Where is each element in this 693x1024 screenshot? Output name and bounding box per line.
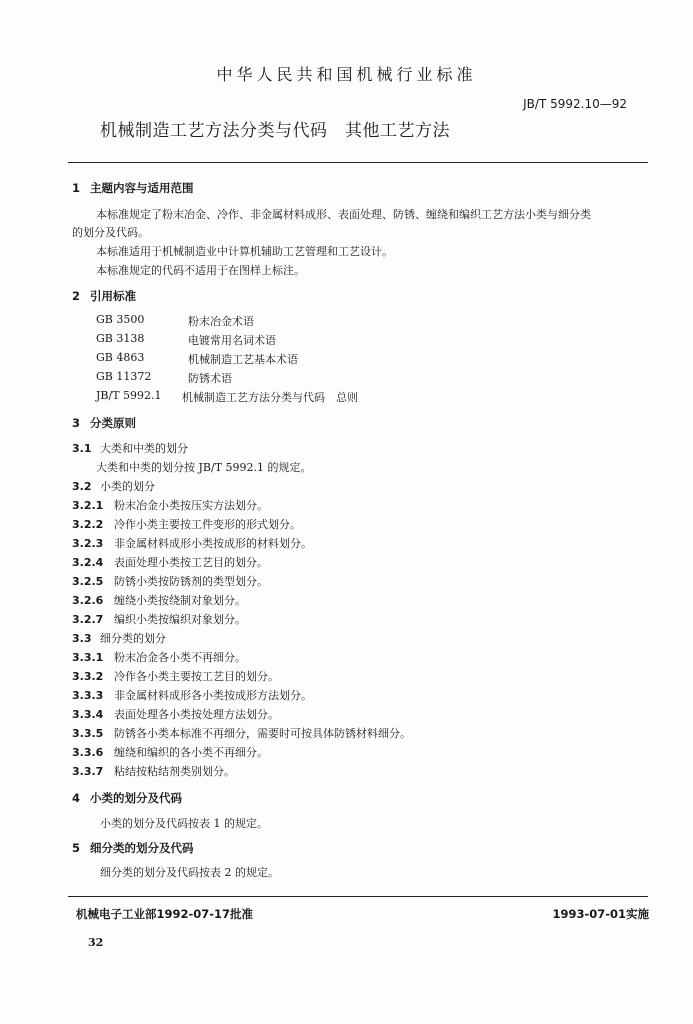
- section-1-paragraph-3: 本标准规定的代码不适用于在图样上标注。: [96, 264, 305, 277]
- ref-name: 防锈术语: [188, 372, 232, 385]
- clause-item: 3.3.5 防锈各小类本标准不再细分，需要时可按具体防锈材料细分。: [72, 727, 411, 740]
- header-divider: [68, 162, 648, 163]
- section-1-paragraph-1: 本标准规定了粉末冶金、冷作、非金属材料成形、表面处理、防锈、缠绕和编织工艺方法小类与细分类: [96, 208, 591, 221]
- clause-item: 3.3.4 表面处理各小类按处理方法划分。: [72, 708, 279, 721]
- ref-code: GB 3138: [96, 332, 145, 345]
- clause-item: 3.2.2 冷作小类主要按工件变形的形式划分。: [72, 518, 301, 531]
- clause-item: 3.3.2 冷作各小类主要按工艺目的划分。: [72, 670, 279, 683]
- clause-item: 3.3.6 缠绕和编织的各小类不再细分。: [72, 746, 268, 759]
- clause-item: 3.2.7 编织小类按编织对象划分。: [72, 613, 246, 626]
- clause-item: 3.3.1 粉末冶金各小类不再细分。: [72, 651, 246, 664]
- ref-name: 电镀常用名词术语: [188, 334, 276, 347]
- ref-name: 机械制造工艺方法分类与代码 总则: [182, 391, 358, 404]
- section-4-text: 小类的划分及代码按表 1 的规定。: [100, 817, 268, 830]
- section-4-heading: 4 小类的划分及代码: [72, 791, 182, 805]
- clause-item: 3.2.6 缠绕小类按绕制对象划分。: [72, 594, 246, 607]
- section-3-heading: 3 分类原则: [72, 416, 136, 430]
- subsection-3-3-heading: 3.3 细分类的划分: [72, 632, 166, 645]
- clause-item: 3.2.4 表面处理小类按工艺目的划分。: [72, 556, 268, 569]
- section-2-heading: 2 引用标准: [72, 289, 136, 303]
- clause-item: 3.2.3 非金属材料成形小类按成形的材料划分。: [72, 537, 312, 550]
- section-5-text: 细分类的划分及代码按表 2 的规定。: [100, 866, 279, 879]
- section-5-heading: 5 细分类的划分及代码: [72, 841, 194, 855]
- clause-item: 3.3.3 非金属材料成形各小类按成形方法划分。: [72, 689, 312, 702]
- standard-code: JB/T 5992.10—92: [523, 97, 627, 111]
- section-1-heading: 1 主题内容与适用范围: [72, 181, 194, 195]
- approval-date: 机械电子工业部1992-07-17批准: [76, 907, 254, 921]
- ref-code: GB 4863: [96, 351, 145, 364]
- clause-item: 3.2.5 防锈小类按防锈剂的类型划分。: [72, 575, 268, 588]
- clause-item: 3.3.7 粘结按粘结剂类别划分。: [72, 765, 235, 778]
- subsection-3-1-heading: 3.1 大类和中类的划分: [72, 442, 188, 455]
- subsection-3-1-text: 大类和中类的划分按 JB/T 5992.1 的规定。: [96, 461, 312, 474]
- page-number: 32: [88, 936, 104, 949]
- effective-date: 1993-07-01实施: [552, 907, 649, 921]
- ref-code: GB 3500: [96, 313, 145, 326]
- subsection-3-2-heading: 3.2 小类的划分: [72, 480, 155, 493]
- section-1-paragraph-1-cont: 的划分及代码。: [72, 226, 149, 239]
- ref-name: 粉末冶金术语: [188, 315, 254, 328]
- ref-name: 机械制造工艺基本术语: [188, 353, 298, 366]
- standard-org-heading: 中华人民共和国机械行业标准: [216, 65, 477, 84]
- clause-item: 3.2.1 粉末冶金小类按压实方法划分。: [72, 499, 268, 512]
- footer-divider: [68, 896, 648, 897]
- ref-code: JB/T 5992.1: [96, 389, 162, 402]
- section-1-paragraph-2: 本标准适用于机械制造业中计算机辅助工艺管理和工艺设计。: [96, 245, 393, 258]
- ref-code: GB 11372: [96, 370, 152, 383]
- document-title: 机械制造工艺方法分类与代码 其他工艺方法: [100, 121, 450, 141]
